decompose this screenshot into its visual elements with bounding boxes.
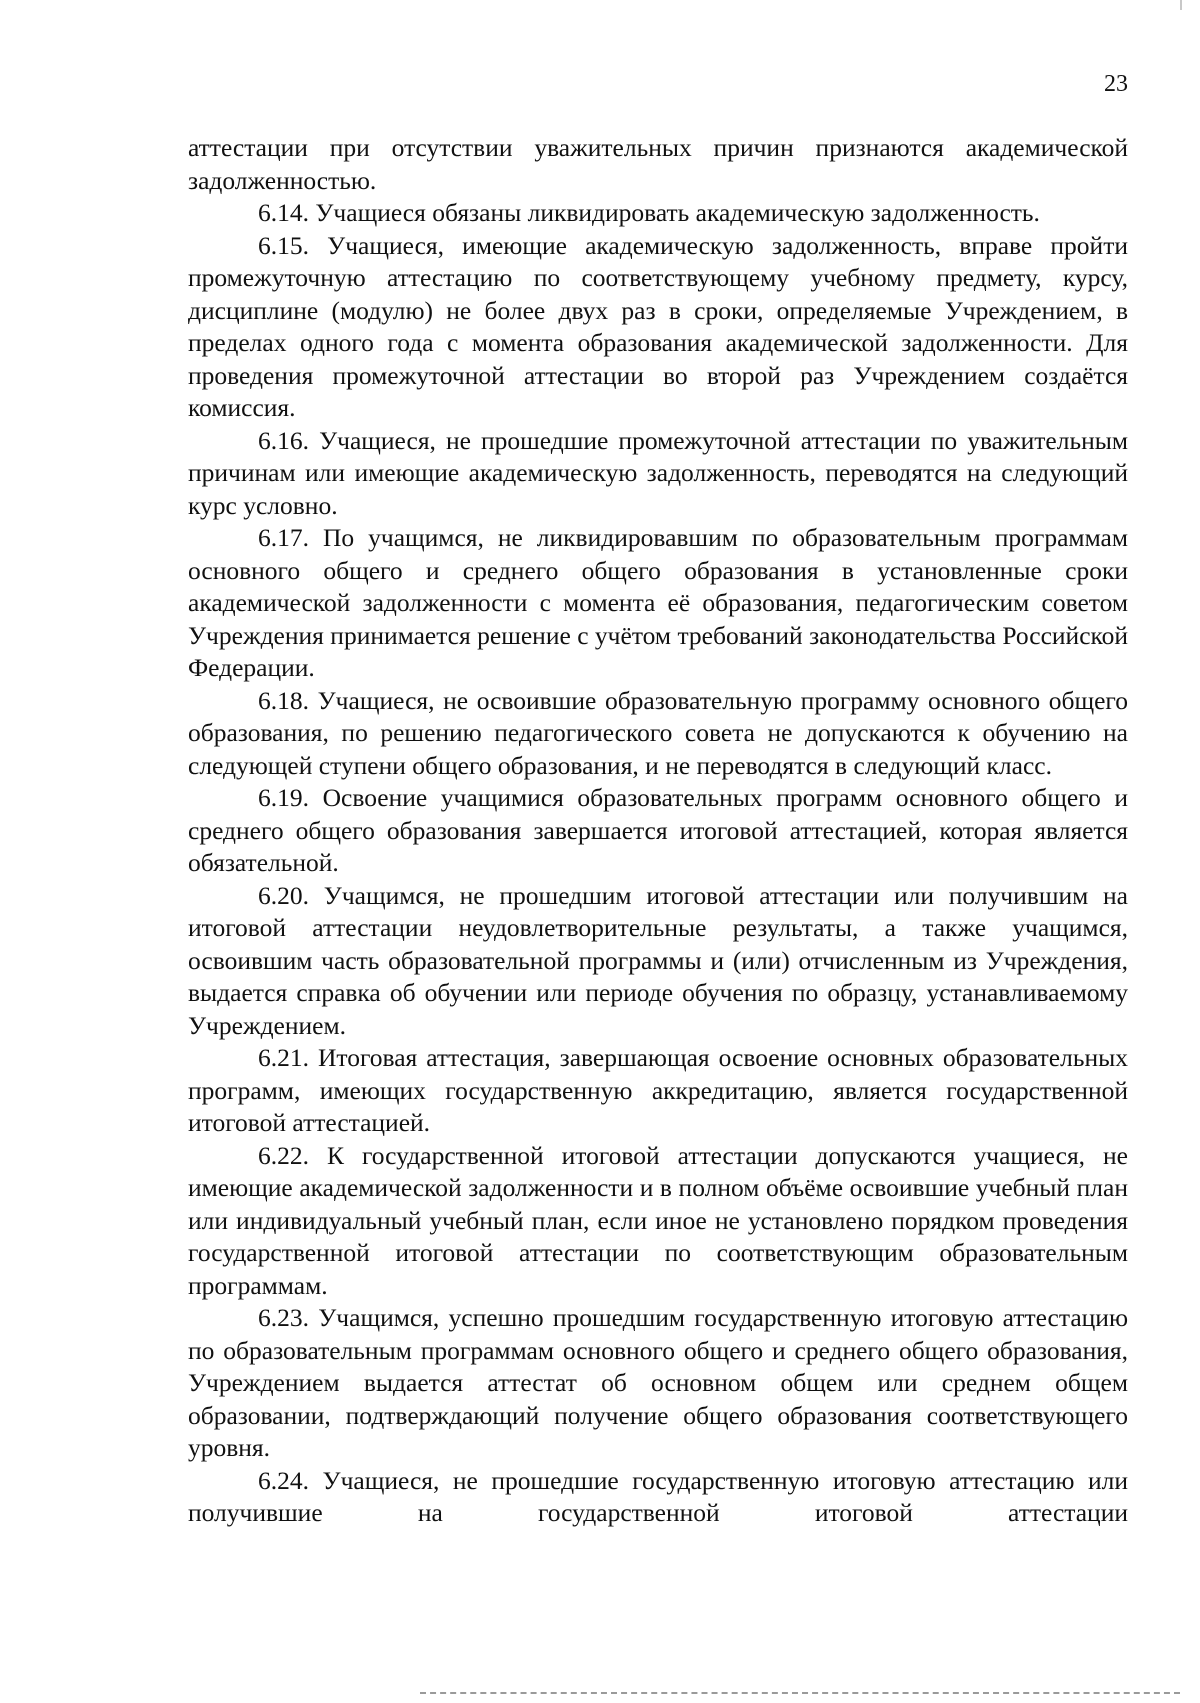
paragraph-6-24: 6.24. Учащиеся, не прошедшие государственную итоговую аттестацию или получившие на государственной итоговой аттестации — [188, 1465, 1128, 1527]
paragraph-6-21: 6.21. Итоговая аттестация, завершающая освоение основных образовательных программ, имеющих государственную аккредитацию, является государственной итоговой аттестацией. — [188, 1043, 1128, 1137]
scan-bottom-line — [420, 1692, 1180, 1694]
paragraph-6-16: 6.16. Учащиеся, не прошедшие промежуточной аттестации по уважительным причинам или имеющие академическую задолженность, переводятся на следующий курс условно. — [188, 425, 1128, 520]
paragraph-continuation: аттестации при отсутствии уважительных причин признаются академической задолженностью. — [188, 133, 1128, 195]
paragraph-6-20: 6.20. Учащимся, не прошедшим итоговой аттестации или получившим на итоговой аттестации неудовлетворительные результаты, а также учащимся, освоившим часть образовательной программы и (или) отчисленным из Учреждения, выдается справка об обучении или периоде обучения по образцу, устанавливаемому Учреждением. — [188, 880, 1128, 1040]
scan-corner-mark — [1180, 0, 1182, 10]
document-body — [188, 132, 1128, 1530]
page-number: 23 — [1104, 71, 1128, 97]
paragraph-6-15: 6.15. Учащиеся, имеющие академическую задолженность, вправе пройти промежуточную аттестацию по соответствующему учебному предмету, курсу, дисциплине (модулю) не более двух раз в сроки, определяемые Учреждением, в пределах одного года с момента образования академической задолженности. Для проведения промежуточной аттестации во второй раз Учреждением создаётся комиссия. — [188, 230, 1128, 422]
paragraph-6-14: 6.14. Учащиеся обязаны ликвидировать академическую задолженность. — [258, 198, 1040, 227]
paragraph-6-19: 6.19. Освоение учащимися образовательных программ основного общего и среднего общего образования завершается итоговой аттестацией, которая является обязательной. — [188, 783, 1128, 877]
paragraph-6-23: 6.23. Учащимся, успешно прошедшим государственную итоговую аттестацию по образовательным программам основного общего и среднего общего образования, Учреждением выдается аттестат об основном общем или среднем общем образовании, подтверждающий получение общего образования соответствующего уровня. — [188, 1303, 1128, 1462]
paragraph-6-18: 6.18. Учащиеся, не освоившие образовательную программу основного общего образования, по решению педагогического совета не допускаются к обучению на следующей ступени общего образования, и не переводятся в следующий класс. — [188, 685, 1128, 780]
paragraph-6-17: 6.17. По учащимся, не ликвидировавшим по образовательным программам основного общего и среднего общего образования в установленные сроки академической задолженности с момента её образования, педагогическим советом Учреждения принимается решение с учётом требований законодательства Российской Федерации. — [188, 523, 1128, 682]
paragraph-6-22: 6.22. К государственной итоговой аттестации допускаются учащиеся, не имеющие академической задолженности и в полном объёме освоившие учебный план или индивидуальный учебный план, если иное не установлено порядком проведения государственной итоговой аттестации по соответствующим образовательным программам. — [188, 1140, 1128, 1300]
